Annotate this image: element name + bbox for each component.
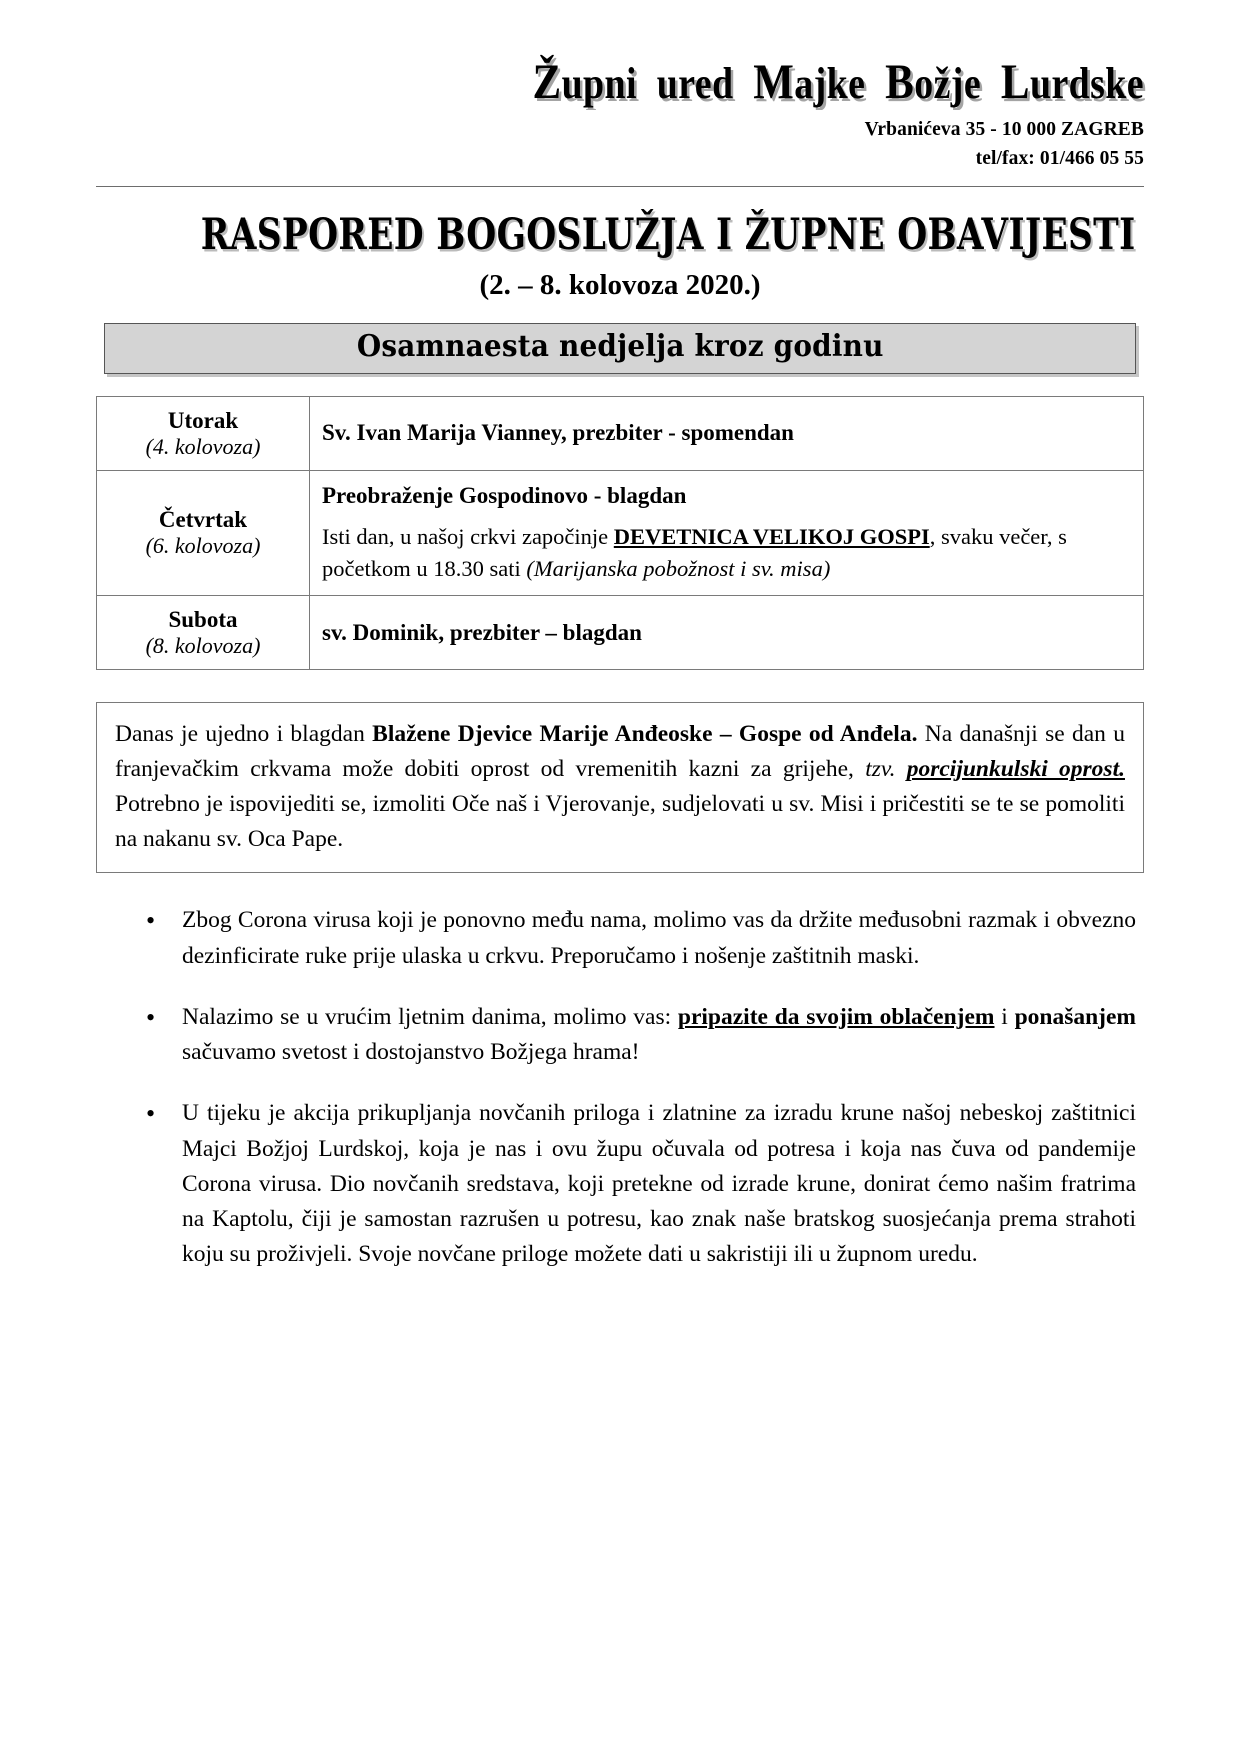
notice-box	[96, 702, 1144, 873]
page-title: RASPORED BOGOSLUŽJA I ŽUPNE OBAVIJESTI	[200, 209, 1136, 260]
sunday-banner-text: Osamnaesta nedjelja kroz godinu	[356, 328, 884, 364]
day-date: (8. kolovoza)	[145, 632, 261, 658]
list-item: • Zbog Corona virusa koji je ponovno među nama, molimo vas da držite međusobni razmak i obvezno dezinficirate ruke prije ulaska u crkvu. Preporučamo i nošenje zaštitnih maski.	[140, 903, 1136, 974]
description-cell	[310, 396, 1144, 471]
day-name: Subota	[168, 606, 238, 632]
announcements-list	[96, 903, 1144, 1272]
sunday-banner	[104, 323, 1136, 374]
day-date: (4. kolovoza)	[145, 433, 261, 459]
notice-text: Danas je ujedno i blagdan Blažene Djevice Marije Anđeoske – Gospe od Anđela. Na današnji se dan u franjevačkim crkvama može dobiti oprost od vremenitih kazni za grijehe, tzv. porcijunkulski oprost. Potrebno je ispovijediti se, izmoliti Oče naš i Vjerovanje, sudjelovati u sv. Misi i pričestiti se te se pomoliti na nakanu sv. Oca Pape.	[115, 721, 1125, 852]
description-extra: Isti dan, u našoj crkvi započinje DEVETNICA VELIKOJ GOSPI, svaku večer, s početkom u 18.30 sati (Marijanska pobožnost i sv. misa)	[322, 523, 1067, 581]
day-name: Četvrtak	[158, 507, 248, 533]
description-main: Preobraženje Gospodinovo - blagdan	[322, 483, 687, 509]
day-cell	[97, 471, 310, 596]
header-divider	[96, 186, 1144, 187]
list-item: • U tijeku je akcija prikupljanja novčanih priloga i zlatnine za izradu krune našoj nebeskoj zaštitnici Majci Božjoj Lurdskoj, koja je nas i ovu župu očuvala od potresa i koja nas čuva od pandemije Corona virusa. Dio novčanih sredstava, koji pretekne od izrade krune, donirat ćemo našim fratrima na Kaptolu, čiji je samostan razrušen u potresu, kao znak naše bratskog suosjećanja prema strahoti koju su proživjeli. Svoje novčane priloge možete dati u sakristiji ili u župnom uredu.	[140, 1096, 1136, 1272]
day-name: Utorak	[167, 407, 239, 433]
letterhead	[96, 0, 1144, 174]
day-cell	[97, 396, 310, 471]
page-subtitle: (2. – 8. kolovoza 2020.)	[479, 269, 761, 302]
parish-name: Župni ured Majke Božje Lurdske	[532, 53, 1144, 109]
schedule-table	[96, 396, 1144, 671]
parish-address: Vrbanićeva 35 - 10 000 ZAGREB	[864, 119, 1144, 140]
description-main: sv. Dominik, prezbiter – blagdan	[322, 619, 642, 645]
parish-phone: tel/fax: 01/466 05 55	[975, 148, 1144, 170]
description-cell	[310, 471, 1144, 596]
table-row	[97, 396, 1144, 471]
list-item: • Nalazimo se u vrućim ljetnim danima, molimo vas: pripazite da svojim oblačenjem i ponašanjem sačuvamo svetost i dostojanstvo Božjega hrama!	[140, 1000, 1136, 1071]
description-cell	[310, 595, 1144, 670]
table-row	[97, 595, 1144, 670]
day-date: (6. kolovoza)	[145, 533, 261, 559]
description-main: Sv. Ivan Marija Vianney, prezbiter - spomendan	[322, 420, 794, 446]
schedule-body	[97, 396, 1144, 670]
day-cell	[97, 595, 310, 670]
table-row	[97, 471, 1144, 596]
